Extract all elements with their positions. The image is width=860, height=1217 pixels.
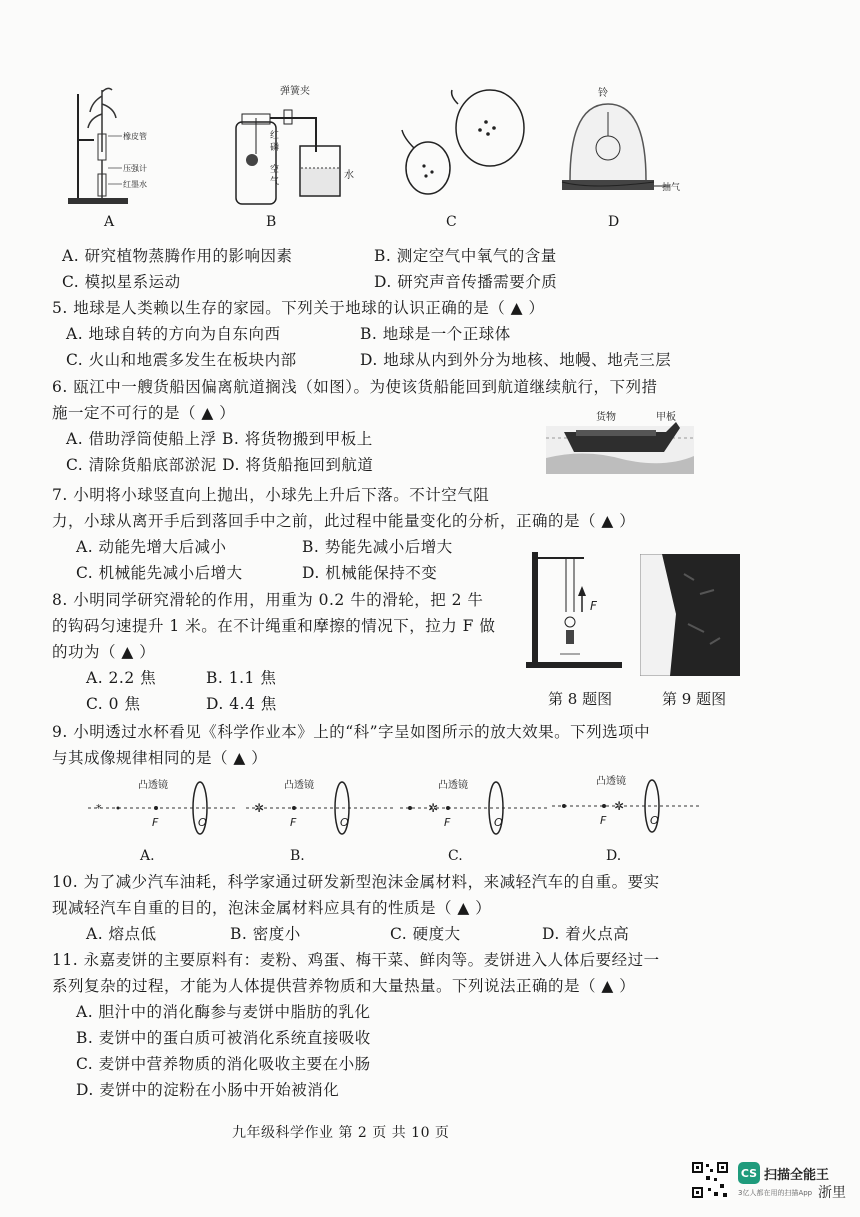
fig-b-label-water: 水 — [344, 170, 354, 181]
q9-c-lens-label: 凸透镜 — [438, 780, 468, 791]
q7-option-a: A. 动能先增大后减小 — [76, 538, 227, 556]
figure-letter-d: D — [608, 214, 620, 230]
figure-q9-magnified-character — [640, 554, 740, 676]
camscanner-logo — [738, 1162, 829, 1184]
figure-q6-cargo-ship — [546, 408, 694, 474]
fig-b-label-air1: 空 — [270, 165, 280, 175]
svg-text:✲: ✲ — [614, 799, 625, 813]
q8-option-c: C. 0 焦 — [86, 695, 141, 713]
q7-stem-line1: 7. 小明将小球竖直向上抛出，小球先上升后下落。不计空气阻 — [52, 486, 490, 504]
q8-option-a: A. 2.2 焦 — [86, 669, 157, 687]
q10-option-c: C. 硬度大 — [390, 925, 461, 943]
q9-letter-d: D. — [606, 848, 622, 864]
q8-stem-line1: 8. 小明同学研究滑轮的作用，用重为 0.2 牛的滑轮，把 2 牛 — [52, 591, 484, 609]
figure-b-oxygen-apparatus — [228, 82, 368, 210]
fig-a-label-tube: 橡皮管 — [123, 132, 147, 141]
q6-options-cd: C. 清除货船底部淤泥 D. 将货船拖回到航道 — [66, 456, 374, 474]
svg-text:✲: ✲ — [428, 801, 439, 815]
camscanner-badge-icon: CS — [738, 1162, 760, 1184]
caption-q8-figure: 第 8 题图 — [548, 690, 613, 708]
fig-d-label-bell: 铃 — [598, 88, 608, 99]
fig-a-label-gauge: 压强计 — [123, 164, 147, 173]
q7-stem-line2: 力，小球从离开手后到落回手中之前，此过程中能量变化的分析，正确的是（ ▲ ） — [52, 512, 636, 530]
q11-option-b: B. 麦饼中的蛋白质可被消化系统直接吸收 — [76, 1029, 371, 1047]
q8-option-b: B. 1.1 焦 — [206, 669, 277, 687]
q7-option-c: C. 机械能先减小后增大 — [76, 564, 243, 582]
figure-letter-a: A — [104, 214, 115, 230]
q9-b-center: O — [340, 816, 349, 829]
q9-letter-c: C. — [448, 848, 463, 864]
figure-letter-b: B — [266, 214, 277, 230]
figure-letter-c: C — [446, 214, 457, 230]
q11-stem-line2: 系列复杂的过程，才能为人体提供营养物质和大量热量。下列说法正确的是（ ▲ ） — [52, 977, 636, 995]
q7-option-d: D. 机械能保持不变 — [302, 564, 438, 582]
q8-option-d: D. 4.4 焦 — [206, 695, 277, 713]
fig-b-label-p: 磷 — [270, 143, 280, 153]
q5-option-c: C. 火山和地震多发生在板块内部 — [66, 351, 297, 369]
q6-stem-line1: 6. 瓯江中一艘货船因偏离航道搁浅（如图）。为使该货船能回到航道继续航行，下列措 — [52, 378, 658, 396]
q10-option-b: B. 密度小 — [230, 925, 301, 943]
figure-d-bell-jar — [558, 82, 698, 210]
figure-c-balloons — [392, 82, 532, 210]
q9-b-lens-label: 凸透镜 — [284, 780, 314, 791]
q6-options-ab: A. 借助浮筒使船上浮 B. 将货物搬到甲板上 — [66, 430, 373, 448]
q9-a-lens-label: 凸透镜 — [138, 780, 168, 791]
q5-option-a: A. 地球自转的方向为自东向西 — [66, 325, 281, 343]
q9-a-focus: F — [152, 816, 159, 829]
q9-letter-b: B. — [290, 848, 305, 864]
fig-b-label-clamp: 弹簧夹 — [280, 86, 310, 97]
q7-option-b: B. 势能先减小后增大 — [302, 538, 453, 556]
q9-lens-diagram-a — [88, 774, 238, 844]
q9-lens-diagram-c — [400, 774, 550, 844]
q4-option-c: C. 模拟星系运动 — [62, 273, 181, 291]
camscanner-name: 扫描全能王 — [764, 1167, 830, 1183]
q8-stem-line2: 的钩码匀速提升 1 米。在不计绳重和摩擦的情况下，拉力 F 做 — [52, 617, 496, 635]
page-footer: 九年级科学作业 第 2 页 共 10 页 — [232, 1125, 450, 1141]
q10-stem-line2: 现减轻汽车自重的目的，泡沫金属材料应具有的性质是（ ▲ ） — [52, 899, 492, 917]
q10-stem-line1: 10. 为了减少汽车油耗，科学家通过研发新型泡沫金属材料，来减轻汽车的自重。要实 — [52, 873, 660, 891]
q9-a-center: O — [198, 816, 207, 829]
q10-option-d: D. 着火点高 — [542, 925, 630, 943]
q5-option-d: D. 地球从内到外分为地核、地幔、地壳三层 — [360, 351, 672, 369]
q4-option-d: D. 研究声音传播需要介质 — [374, 273, 558, 291]
fig-b-label-red: 红 — [270, 131, 280, 141]
q9-d-focus: F — [600, 814, 607, 827]
q9-lens-diagram-d — [552, 770, 702, 844]
q9-b-focus: F — [290, 816, 297, 829]
q8-stem-line3: 的功为（ ▲ ） — [52, 643, 156, 661]
q8-fig-force-label: F — [590, 599, 597, 613]
q5-stem: 5. 地球是人类赖以生存的家园。下列关于地球的认识正确的是（ ▲ ） — [52, 299, 545, 317]
camscanner-tagline: 3亿人都在用的扫描App — [738, 1189, 813, 1197]
q9-d-center: O — [650, 814, 659, 827]
q11-option-a: A. 胆汁中的消化酶参与麦饼中脂肪的乳化 — [76, 1003, 371, 1021]
qr-code-icon — [690, 1160, 730, 1200]
q11-option-c: C. 麦饼中营养物质的消化吸收主要在小肠 — [76, 1055, 371, 1073]
fig-a-label-ink: 红墨水 — [123, 180, 147, 189]
fig-b-label-air2: 气 — [270, 177, 280, 187]
q9-c-center: O — [494, 816, 503, 829]
fig-d-label-pump: 抽气 — [662, 183, 681, 193]
corner-mark: 浙里 — [818, 1185, 846, 1201]
figure-a-plant-transpiration — [62, 82, 172, 210]
q11-option-d: D. 麦饼中的淀粉在小肠中开始被消化 — [76, 1081, 340, 1099]
figure-q8-pulley — [524, 550, 626, 672]
q9-stem-line2: 与其成像规律相同的是（ ▲ ） — [52, 749, 268, 767]
svg-text:*: * — [96, 802, 102, 815]
q9-lens-diagram-b — [246, 774, 396, 844]
q9-letter-a: A. — [140, 848, 155, 864]
q6-fig-label-deck: 甲板 — [656, 412, 676, 423]
q9-c-focus: F — [444, 816, 451, 829]
q9-d-lens-label: 凸透镜 — [596, 776, 626, 787]
q10-option-a: A. 熔点低 — [86, 925, 157, 943]
q11-stem-line1: 11. 永嘉麦饼的主要原料有：麦粉、鸡蛋、梅干菜、鲜肉等。麦饼进入人体后要经过一 — [52, 951, 660, 969]
q4-option-a: A. 研究植物蒸腾作用的影响因素 — [62, 247, 293, 265]
svg-text:✲: ✲ — [254, 801, 265, 815]
caption-q9-figure: 第 9 题图 — [662, 690, 727, 708]
q5-option-b: B. 地球是一个正球体 — [360, 325, 511, 343]
q9-stem-line1: 9. 小明透过水杯看见《科学作业本》上的“科”字呈如图所示的放大效果。下列选项中 — [52, 723, 651, 741]
q6-fig-label-cargo: 货物 — [596, 412, 616, 423]
q6-stem-line2: 施一定不可行的是（ ▲ ） — [52, 404, 236, 422]
q4-option-b: B. 测定空气中氧气的含量 — [374, 247, 557, 265]
